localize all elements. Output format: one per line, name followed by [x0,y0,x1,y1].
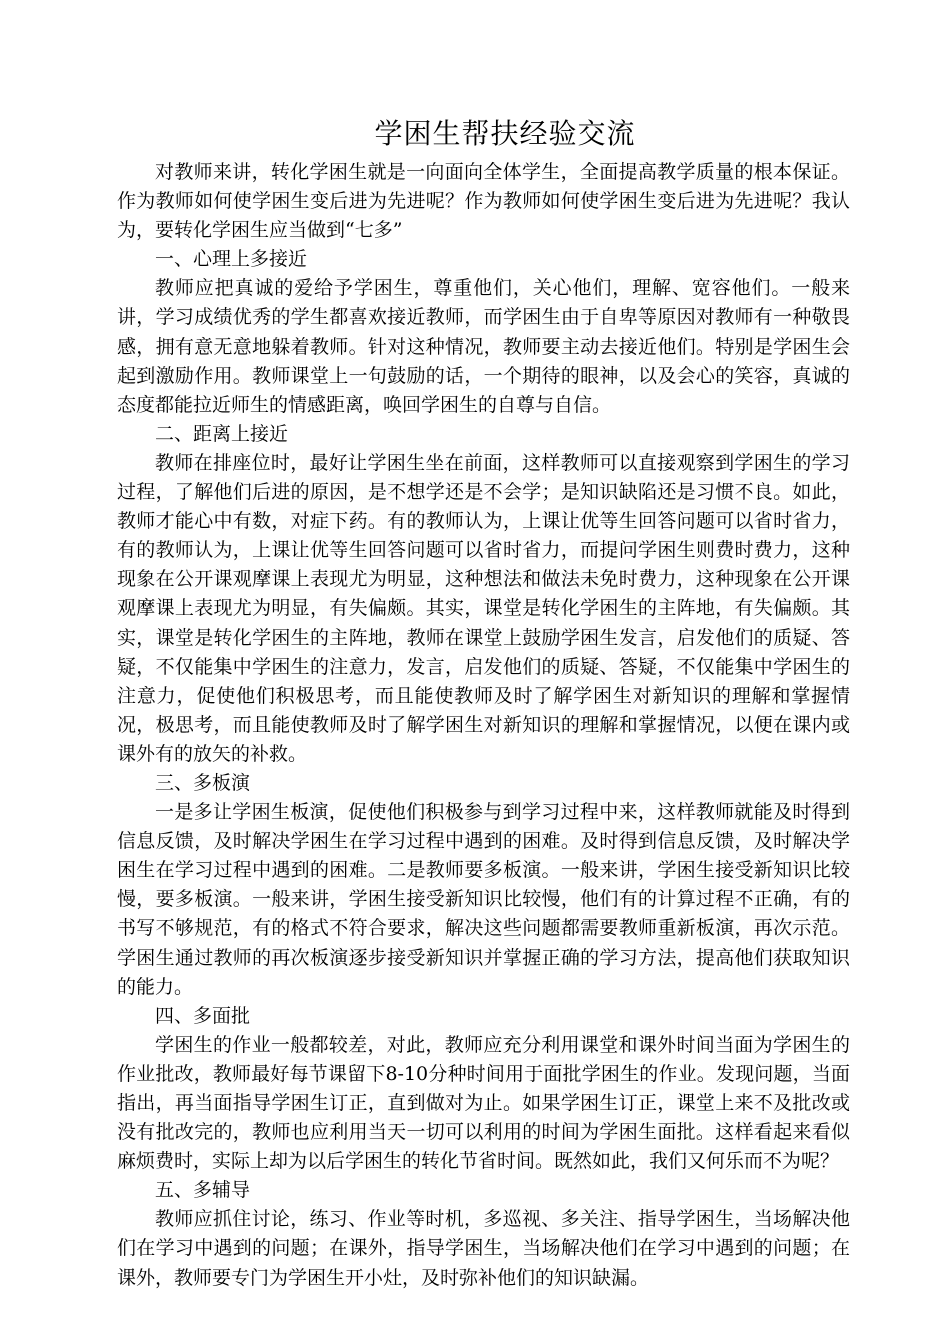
document-title: 学困生帮扶经验交流 [374,117,636,150]
section-heading-4: 四、多面批 [155,1004,251,1027]
section-body-1: 教师应把真诚的爱给予学困生，尊重他们，关心他们，理解、宽容他们。一般来讲，学习成绩优秀的学生都喜欢接近教师，而学困生由于自卑等原因对教师有一种敬畏感，拥有意无意地躲着教师。针对这种情况，教师要主动去接近他们。特别是学困生会起到激励作用。教师课堂上一句鼓励的话，一个期待的眼神，以及会心的笑容，真诚的态度都能拉近师生的情感距离，唤回学困生的自尊与自信。 [117,277,850,416]
section-heading-5: 五、多辅导 [155,1179,251,1202]
section-body-3: 一是多让学困生板演，促使他们积极参与到学习过程中来，这样教师就能及时得到信息反馈，及时解决学困生在学习过程中遇到的困难。及时得到信息反馈，及时解决学困生在学习过程中遇到的困难。二是教师要多板演。一般来讲，学困生接受新知识比较慢，要多板演。一般来讲，学困生接受新知识比较慢，他们有的计算过程不正确，有的书写不够规范，有的格式不符合要求，解决这些问题都需要教师重新板演，再次示范。学困生通过教师的再次板演逐步接受新知识并掌握正确的学习方法，提高他们获取知识的能力。 [117,801,850,998]
section-heading-3: 三、多板演 [155,771,251,794]
document-body [117,158,850,1293]
section-body-4: 学困生的作业一般都较差，对此，教师应充分利用课堂和课外时间当面为学困生的作业批改，教师最好每节课留下8-10分种时间用于面批学困生的作业。发现问题，当面指出，再当面指导学困生订正，直到做对为止。如果学困生订正，课堂上来不及批改或没有批改完的，教师也应利用当天一切可以利用的时间为学困生面批。这样看起来看似麻烦费时，实际上却为以后学困生的转化节省时间。既然如此，我们又何乐而不为呢？ [117,1033,850,1173]
intro-paragraph: 对教师来讲，转化学困生就是一向面向全体学生，全面提高教学质量的根本保证。作为教师如何使学困生变后进为先进呢？作为教师如何使学困生变后进为先进呢？我认为，要转化学困生应当做到“七多” [117,161,850,242]
section-heading-1: 一、心理上多接近 [155,248,308,271]
section-body-5: 教师应抓住讨论，练习、作业等时机，多巡视、多关注、指导学困生，当场解决他们在学习中遇到的问题；在课外，指导学困生，当场解决他们在学习中遇到的问题；在课外，教师要专门为学困生开小灶，及时弥补他们的知识缺漏。 [117,1208,850,1289]
section-body-2: 教师在排座位时，最好让学困生坐在前面，这样教师可以直接观察到学困生的学习过程，了解他们后进的原因，是不想学还是不会学；是知识缺陷还是习惯不良。如此，教师才能心中有数，对症下药。有的教师认为，上课让优等生回答问题可以省时省力，有的教师认为，上课让优等生回答问题可以省时省力，而提问学困生则费时费力，这种现象在公开课观摩课上表现尤为明显，这种想法和做法未免时费力，这种现象在公开课观摩课上表现尤为明显，有失偏颇。其实，课堂是转化学困生的主阵地，有失偏颇。其实，课堂是转化学困生的主阵地，教师在课堂上鼓励学困生发言，启发他们的质疑、答疑，不仅能集中学困生的注意力，发言，启发他们的质疑、答疑，不仅能集中学困生的注意力，促使他们积极思考，而且能使教师及时了解学困生对新知识的理解和掌握情况，极思考，而且能使教师及时了解学困生对新知识的理解和掌握情况，以便在课内或课外有的放矢的补救。 [117,451,850,765]
section-heading-2: 二、距离上接近 [155,422,289,445]
